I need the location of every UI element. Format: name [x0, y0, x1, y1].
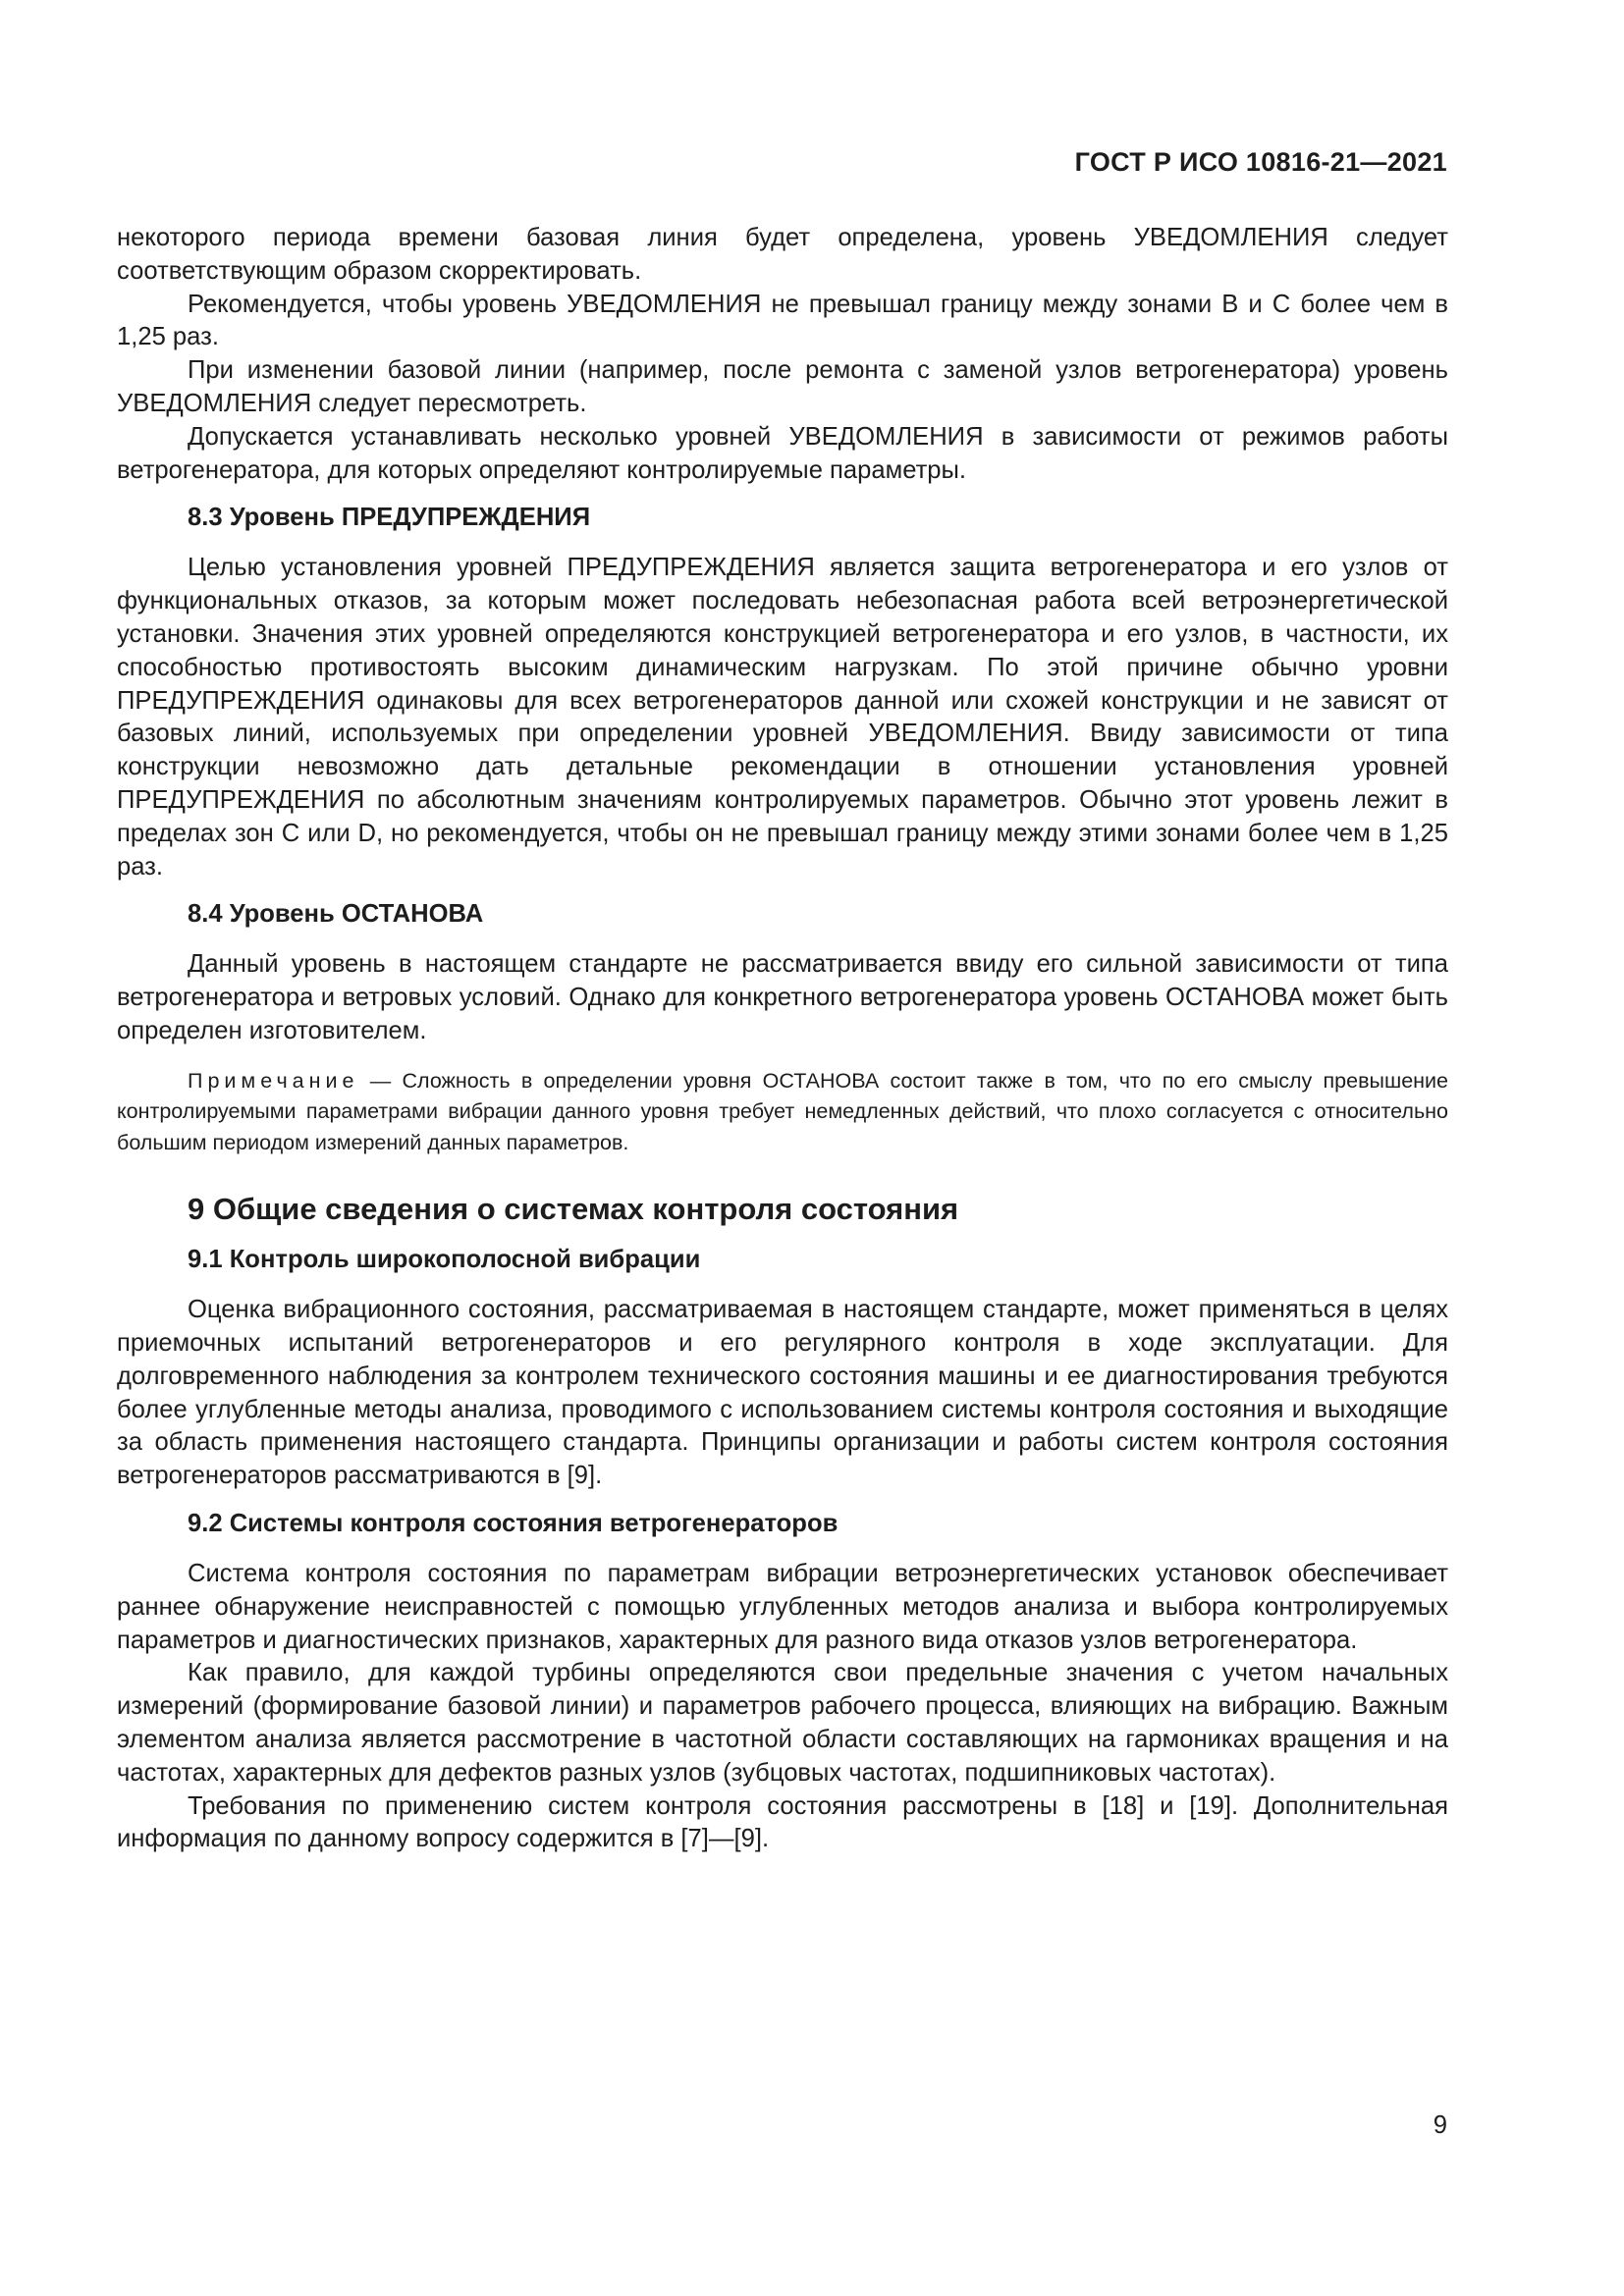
section-heading-9: 9 Общие сведения о системах контроля состояния — [188, 1192, 959, 1227]
paragraph: Как правило, для каждой турбины определяются свои предельные значения с учетом начальных измерений (формирование базовой линии) и параметров рабочего процесса, влияющих на вибрацию. Важным элементом анализа является рассмотрение в частотной области составляющих на гармониках вращения и на частотах, характерных для дефектов разных узлов (зубцовых частотах, подшипниковых частотах). — [117, 1659, 1448, 1787]
paragraph: Оценка вибрационного состояния, рассматриваемая в настоящем стандарте, может применяться в целях приемочных испытаний ветрогенераторов и его регулярного контроля в ходе эксплуатации. Для долговременного наблюдения за контролем технического состояния машины и ее диагностирования требуются более углубленные методы анализа, проводимого с использованием системы контроля состояния и выходящие за область применения настоящего стандарта. Принципы организации и работы систем контроля состояния ветрогенераторов рассматриваются в [9]. — [117, 1296, 1448, 1490]
paragraph: При изменении базовой линии (например, после ремонта с заменой узлов ветрогенератора) уровень УВЕДОМЛЕНИЯ следует пересмотреть. — [117, 356, 1448, 417]
section-heading-8-4: 8.4 Уровень ОСТАНОВА — [188, 900, 484, 929]
note — [117, 1066, 1448, 1159]
page-number: 9 — [1433, 2111, 1447, 2139]
section-heading-9-2: 9.2 Системы контроля состояния ветрогенераторов — [188, 1510, 839, 1538]
paragraph: Данный уровень в настоящем стандарте не рассматривается ввиду его сильной зависимости от типа ветрогенератора и ветровых условий. Однако для конкретного ветрогенератора уровень ОСТАНОВА может быть определен изготовителем. — [117, 950, 1448, 1044]
document-code-header: ГОСТ Р ИСО 10816-21—2021 — [1074, 147, 1447, 177]
paragraph: Требования по применению систем контроля состояния рассмотрены в [18] и [19]. Дополнительная информация по данному вопросу содержится в [7]—[9]. — [117, 1791, 1448, 1853]
section-heading-8-3: 8.3 Уровень ПРЕДУПРЕЖДЕНИЯ — [188, 504, 591, 532]
paragraph: некоторого периода времени базовая линия будет определена, уровень УВЕДОМЛЕНИЯ следует соответствующим образом скорректировать. — [117, 224, 1448, 285]
section-heading-9-1: 9.1 Контроль широкополосной вибрации — [188, 1246, 701, 1274]
paragraph: Рекомендуется, чтобы уровень УВЕДОМЛЕНИЯ не превышал границу между зонами В и С более чем в 1,25 раз. — [117, 290, 1448, 351]
paragraph: Система контроля состояния по параметрам вибрации ветроэнергетических установок обеспечивает раннее обнаружение неисправностей с помощью углубленных методов анализа и выбора контролируемых параметров и диагностических признаков, характерных для разного вида отказов узлов ветрогенератора. — [117, 1560, 1448, 1654]
paragraph: Допускается устанавливать несколько уровней УВЕДОМЛЕНИЯ в зависимости от режимов работы ветрогенератора, для которых определяют контролируемые параметры. — [117, 422, 1448, 484]
note-label: Примечание — [188, 1068, 359, 1093]
note-text: — Сложность в определении уровня ОСТАНОВА состоит также в том, что по его смыслу превышение контролируемыми параметрами вибрации данного уровня требует немедленных действий, что плохо согласуется с относительно большим периодом измерений данных параметров. — [117, 1068, 1448, 1154]
page-content — [117, 222, 1448, 1856]
paragraph: Целью установления уровней ПРЕДУПРЕЖДЕНИЯ является защита ветрогенератора и его узлов от функциональных отказов, за которым может последовать небезопасная работа всей ветроэнергетической установки. Значения этих уровней определяются конструкцией ветрогенератора и его узлов, в частности, их способностью противостоять высоким динамическим нагрузкам. По этой причине обычно уровни ПРЕДУПРЕЖДЕНИЯ одинаковы для всех ветрогенераторов данной или схожей конструкции и не зависят от базовых линий, используемых при определении уровней УВЕДОМЛЕНИЯ. Ввиду зависимости от типа конструкции невозможно дать детальные рекомендации в отношении установления уровней ПРЕДУПРЕЖДЕНИЯ по абсолютным значениям контролируемых параметров. Обычно этот уровень лежит в пределах зон С или D, но рекомендуется, чтобы он не превышал границу между этими зонами более чем в 1,25 раз. — [117, 554, 1448, 881]
